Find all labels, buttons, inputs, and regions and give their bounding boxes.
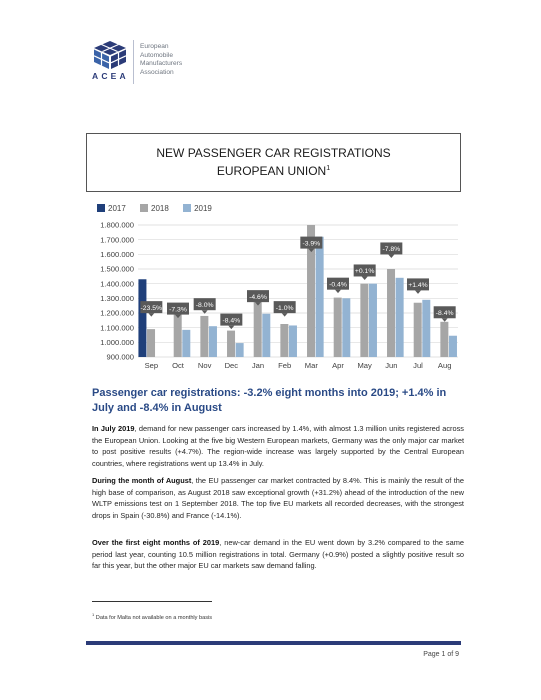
page-number: Page 1 of 9 xyxy=(423,651,459,658)
callout-label: -0.4% xyxy=(329,281,347,289)
organisation-name xyxy=(140,43,230,77)
bar-2018 xyxy=(227,331,235,357)
bar-2018 xyxy=(280,324,288,357)
callout-pointer xyxy=(442,318,448,322)
bar-2019 xyxy=(209,326,217,357)
x-tick-label: Nov xyxy=(197,361,212,370)
title-line-2 xyxy=(87,161,460,179)
paragraph-lead: During the month of August xyxy=(92,476,192,485)
bar-2019 xyxy=(449,336,457,357)
y-tick-label: 1.300.000 xyxy=(100,293,134,303)
callout-label: -23.5% xyxy=(140,304,163,312)
acea-wordmark: ACEA xyxy=(92,71,129,81)
callout-label: -7.3% xyxy=(169,306,187,314)
org-name-line: Manufacturers xyxy=(140,60,183,68)
callout-label: +0.1% xyxy=(354,268,375,276)
chart-legend xyxy=(97,204,224,216)
bar-2019 xyxy=(262,314,270,357)
legend-item-2017 xyxy=(97,204,126,213)
y-tick-label: 1.600.000 xyxy=(100,249,134,259)
legend-label: 2017 xyxy=(108,204,126,213)
logo-divider xyxy=(133,40,134,84)
title-line-1: NEW PASSENGER CAR REGISTRATIONS xyxy=(156,146,391,160)
bar-2018 xyxy=(200,316,208,357)
x-tick-label: Jun xyxy=(385,361,398,370)
legend-swatch xyxy=(183,204,191,212)
y-tick-label: 1.400.000 xyxy=(100,279,134,289)
chart-svg xyxy=(92,219,464,377)
callout-pointer xyxy=(362,276,368,280)
bar-2019 xyxy=(289,325,297,357)
callout-label: -4.6% xyxy=(249,293,267,301)
org-name-line: Association xyxy=(140,68,174,76)
x-tick-label: Oct xyxy=(172,361,184,370)
bar-2019 xyxy=(422,300,430,357)
paragraph-body: , the EU passenger car market contracted by 8.4%. This is mainly the result of the high base of comparison, as August 2018 saw exceptional growth (+31.2%) ahead of the introduction of the new WLTP emissions test on 1 September 2018. The top five EU markets all recorded decreases, with the strongest drops in Spain (-30.8%) and France (-14.1%). xyxy=(92,476,464,521)
footnote-number: 1 xyxy=(92,612,95,617)
callout-label: -8.4% xyxy=(435,309,454,317)
org-name-line: European xyxy=(140,43,169,50)
bar-2018 xyxy=(387,269,395,357)
acea-cube-icon xyxy=(92,40,128,70)
legend-label: 2018 xyxy=(151,204,169,213)
paragraph-july xyxy=(92,423,464,470)
legend-swatch xyxy=(97,204,105,212)
paragraph-body: , demand for new passenger cars increased by 1.4%, with almost 1.3 million units registered across the European Union. Looking at the five big Western European markets, Germany was the only major car market to post positive results (+4.7%). The region-wide increase was largely supported by the Central European countries, where registrations went up 13.4% in July. xyxy=(92,424,465,469)
bar-2018 xyxy=(147,329,155,357)
x-tick-label: May xyxy=(357,361,372,370)
x-tick-label: Jul xyxy=(413,361,423,370)
callout-pointer xyxy=(415,290,421,294)
x-tick-label: Sep xyxy=(144,361,159,370)
paragraph-august xyxy=(92,475,464,522)
callout-pointer xyxy=(335,290,341,294)
title-box xyxy=(86,133,461,192)
paragraph-lead: In July 2019 xyxy=(92,424,135,433)
footer-bar xyxy=(86,641,461,645)
callout-label: -8.0% xyxy=(195,301,214,309)
callout-label: -3.9% xyxy=(302,240,321,248)
legend-label: 2019 xyxy=(194,204,212,213)
paragraph-eight-months xyxy=(92,537,464,572)
y-tick-label: 1.700.000 xyxy=(100,235,134,245)
callout-pointer xyxy=(282,313,288,317)
y-tick-label: 1.800.000 xyxy=(100,220,134,230)
callout-label: -8.4% xyxy=(222,317,241,325)
x-tick-label: Apr xyxy=(332,361,344,370)
x-tick-label: Mar xyxy=(304,361,318,370)
callout-label: -7.8% xyxy=(382,246,401,254)
y-tick-label: 1.500.000 xyxy=(100,264,134,274)
footnote-text: Data for Malta not available on a monthly basis xyxy=(94,614,213,621)
bar-2019 xyxy=(369,284,377,357)
footnote-marker: 1 xyxy=(326,165,331,172)
legend-item-2019 xyxy=(183,204,212,213)
y-tick-label: 1.200.000 xyxy=(100,308,134,318)
legend-swatch xyxy=(140,204,148,212)
bar-2017 xyxy=(138,279,146,357)
title-line-2-text: EUROPEAN UNION xyxy=(216,164,327,178)
bar-2019 xyxy=(342,298,350,357)
bar-2018 xyxy=(174,313,182,357)
bar-2019 xyxy=(182,330,190,357)
paragraph-lead: Over the first eight months of 2019 xyxy=(92,538,220,547)
footnote-rule xyxy=(92,601,212,602)
x-tick-label: Dec xyxy=(224,361,239,370)
bar-2019 xyxy=(316,237,324,357)
org-name-line: Automobile xyxy=(140,51,173,59)
callout-pointer xyxy=(388,254,394,258)
y-tick-label: 900.000 xyxy=(106,352,134,362)
bar-2018 xyxy=(334,298,342,357)
callout-label: +1.4% xyxy=(408,282,428,290)
registrations-chart xyxy=(92,219,464,377)
bar-2019 xyxy=(396,278,404,357)
x-tick-label: Jan xyxy=(251,361,265,370)
acea-logo xyxy=(92,40,232,90)
paragraph-body: , new-car demand in the EU went down by 3.2% compared to the same period last year, counting 10.5 million registrations in total. Germany (+0.9%) posted a slightly positive result so far this year, but the other major EU car markets saw demand falling. xyxy=(92,538,464,571)
bar-2018 xyxy=(440,322,448,357)
callout-label: -1.0% xyxy=(275,304,294,312)
callout-pointer xyxy=(148,313,154,317)
bar-2018 xyxy=(254,300,262,357)
y-tick-label: 1.100.000 xyxy=(100,323,134,333)
y-tick-label: 1.000.000 xyxy=(100,337,134,347)
footnote xyxy=(92,612,212,621)
x-tick-label: Feb xyxy=(278,361,292,370)
bar-2019 xyxy=(236,343,244,357)
bar-2018 xyxy=(360,284,368,357)
section-heading: Passenger car registrations: -3.2% eight months into 2019; +1.4% in July and -8.4% in August xyxy=(92,387,447,414)
x-tick-label: Aug xyxy=(437,361,452,370)
bar-2018 xyxy=(414,303,422,357)
legend-item-2018 xyxy=(140,204,169,213)
